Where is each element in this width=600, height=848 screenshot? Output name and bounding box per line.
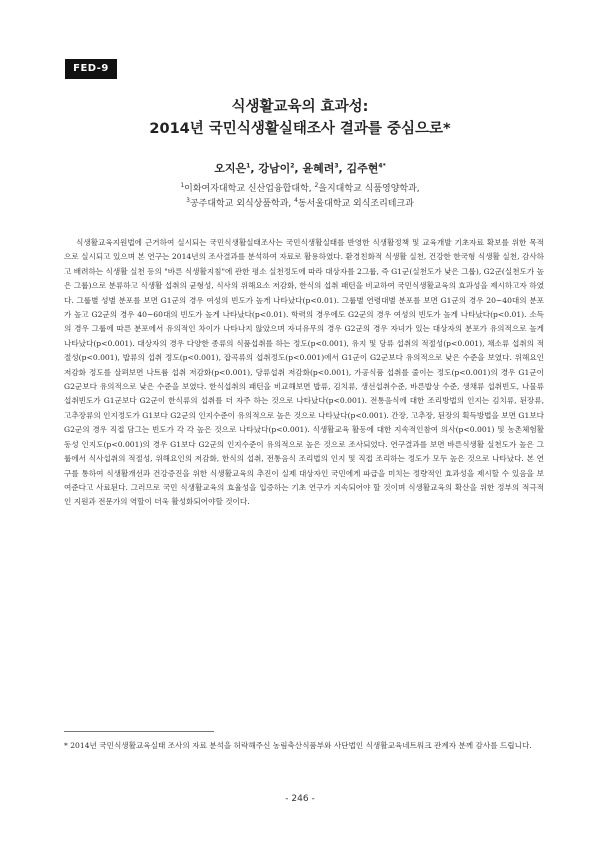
abstract [64, 236, 544, 510]
author: 오지은$^1$ [214, 162, 251, 175]
footnote-divider [64, 731, 214, 732]
affiliation-line2: $^3$공주대학교 외식상품학과, $^4$동서울대학교 외식조리테크과 [186, 197, 414, 209]
affiliation-line1: $^1$이화여자대학교 신산업융합대학, $^2$을지대학교 식품영양학과, [180, 182, 420, 194]
abstract-text: 식생활교육지원법에 근거하여 실시되는 국민식생활실태조사는 국민식생활실태를 반영한 식생활정책 및 교육개발 기초자료 확보를 위한 목적으로 실시되고 있으며 본 연구는 2014년의 조사결과를 분석하여 자료로 활용하였다. 환경친화적 식생활 실천, 건강한 한국형 식생활 실천, 감사하고 배려하는 식생활 실천 등의 "바른 식생활지침"에 관한 평소 실천정도에 따라 대상자를 2그룹, 즉 G1군(실천도가 낮은 그룹), G2군(실천도가 높은 그룹)으로 분류하고 식생활 섭취의 균형성, 식사의 위해요소 저감화, 한식의 섭취 패턴을 비교하여 국민식생활교육의 효과성을 제시하고자 하였다. 그룹별 성별 분포를 보면 G1군의 경우 여성의 빈도가 높게 나타났다(p<0.01). 그룹별 연령대별 분포를 보면 G1군의 경우 20~40대의 분포가 높고 G2군의 경우 40~60대의 빈도가 높게 나타났다(p<0.01). 학력의 경우에도 G2군의 경우 여성의 빈도가 높게 나타났다(p<0.01). 소득의 경우 그룹에 따른 분포에서 유의적인 차이가 나타나지 않았으며 자녀유무의 경우 G2군의 경우 자녀가 있는 대상자의 분포가 유의적으로 높게 나타났다(p<0.001). 대상자의 경우 다양한 종류의 식품섭취를 하는 정도(p<0.001), 유지 및 당류 섭취의 적절성(p<0.001), 채소류 섭취의 적절성(p<0.001), 밥류의 섭취 정도(p<0.001), 잡곡류의 섭취정도(p<0.001)에서 G1군이 G2군보다 유의적으로 낮은 수준을 보였다. 위해요인 저감화 정도를 살펴보면 나트륨 섭취 저감화(p<0.001), 당류섭취 저감화(p<0.001), 가공식품 섭취를 줄이는 정도(p<0.001)의 경우 G1군이 G2군보다 유의적으로 낮은 수준을 보였다. 한식섭취의 패턴을 비교해보면 밥류, 김치류, 생선섭취수준, 바른밥상 수준, 생채류 섭취빈도, 나물류 섭취빈도가 G1군보다 G2군이 한식류의 섭취를 더 자주 하는 것으로 나타났다(p<0.001). 전통음식에 대한 조리방법의 인지는 김치류, 된장류, 고추장류의 인지정도가 G1보다 G2군의 인지수준이 유의적으로 높은 것으로 나타났다(p<0.001). 간장, 고추장, 된장의 획득방법을 보면 G1보다 G2군의 경우 직접 담그는 빈도가 각 각 높은 것으로 나타났다(p<0.001). 식생활교육 활동에 대한 지속적인참여 의사(p<0.001) 및 농촌체험활동성 인지도(p<0.001)의 경우 G1보다 G2군의 인지수준이 유의적으로 높은 것으로 조사되었다. 연구결과를 보면 바른식생활 실천도가 높은 그룹에서 식사섭취의 적절성, 위해요인의 저감화, 한식의 섭취, 전통음식 조리법의 인지 및 직접 조리하는 정도가 모두 높은 것으로 나타났다. 본 연구를 통하여 식생활개선과 건강증진을 위한 식생활교육의 추진이 실제 대상자인 국민에게 파급을 미치는 정량적인 효과성을 제시할 수 있음을 보여준다고 사료된다. 그러므로 국민 식생활교육의 효율성을 입증하는 기초 연구가 지속되어야 할 것이며 식생활교육의 확산을 위한 정부의 적극적인 지원과 전문가의 역할이 더욱 활성화되어야할 것이다. [64, 238, 544, 507]
author: 김주현$^{4*}$ [346, 162, 386, 175]
paper-title-line2: 2014년 국민식생활실태조사 결과를 중심으로* [149, 121, 451, 137]
page-number: - 246 - [285, 794, 315, 804]
author: 윤혜려$^3$ [302, 162, 339, 175]
author-list: 오지은$^1$, 강남이$^2$, 윤혜려$^3$, 김주현$^{4*}$ [214, 162, 386, 175]
paper-title-line1: 식생활교육의 효과성: [231, 99, 369, 115]
author: 강남이$^2$ [258, 162, 295, 175]
footnote: * 2014년 국민식생활교육실태 조사의 자료 분석을 허락해주신 농림축산식품부와 사단법인 식생활교육네트워크 관계자 분께 감사를 드립니다. [64, 741, 532, 750]
session-badge: FED-9 [65, 59, 117, 79]
